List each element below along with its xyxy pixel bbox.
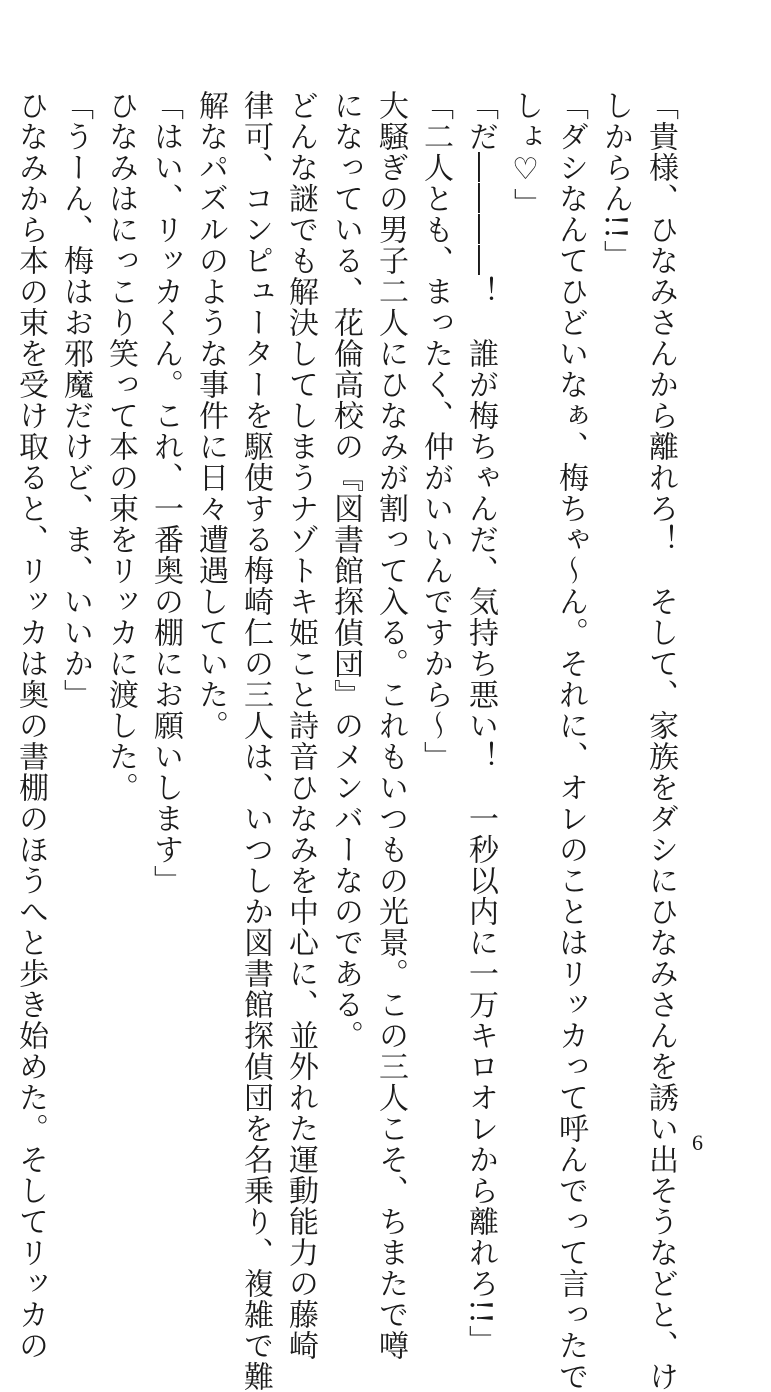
text-line-11: 解なパズルのような事件に日々遭遇していた。	[193, 90, 228, 741]
text-line-6: 「二人とも、まったく、仲がいいんですから～」	[418, 90, 453, 772]
text-line-9: どんな謎でも解決してしまうナゾトキ姫こと詩音ひなみを中心に、並外れた運動能力の藤崎	[283, 90, 318, 1361]
text-line-1: 「貴様、ひなみさんから離れろ！ そして、家族をダシにひなみさんを誘い出そうなどと、け	[643, 90, 678, 1392]
text-line-8: になっている、花倫高校の『図書館探偵団』のメンバーなのである。	[328, 90, 363, 1051]
text-line-7: 大騒ぎの男子二人にひなみが割って入る。これもいつもの光景。この三人こそ、ちまたで噂	[373, 90, 408, 1361]
vertical-text-body	[13, 90, 683, 1392]
text-line-2: しからん!!」	[598, 90, 633, 272]
text-line-4: しょ♡」	[508, 90, 543, 219]
text-line-15: ひなみから本の束を受け取ると、リッカは奥の書棚のほうへと歩き始めた。そしてリッカの	[13, 90, 48, 1361]
page-number: 6	[692, 1130, 703, 1155]
text-line-13: ひなみはにっこり笑って本の束をリッカに渡した。	[103, 90, 138, 803]
text-line-3: 「ダシなんてひどいなぁ、梅ちゃ～ん。それに、オレのことはリッカって呼んでって言ったで	[553, 90, 588, 1392]
text-line-14: 「うーん、梅はお邪魔だけど、ま、いいか」	[58, 90, 93, 710]
text-line-5: 「だ――――！ 誰が梅ちゃんだ、気持ち悪い！ 一秒以内に一万キロオレから離れろ!!」	[463, 90, 498, 1357]
text-line-10: 律可、コンピューターを駆使する梅崎仁の三人は、いつしか図書館探偵団を名乗り、複雑で難	[238, 90, 273, 1392]
text-line-12: 「はい、リッカくん。これ、一番奥の棚にお願いします」	[148, 90, 183, 896]
